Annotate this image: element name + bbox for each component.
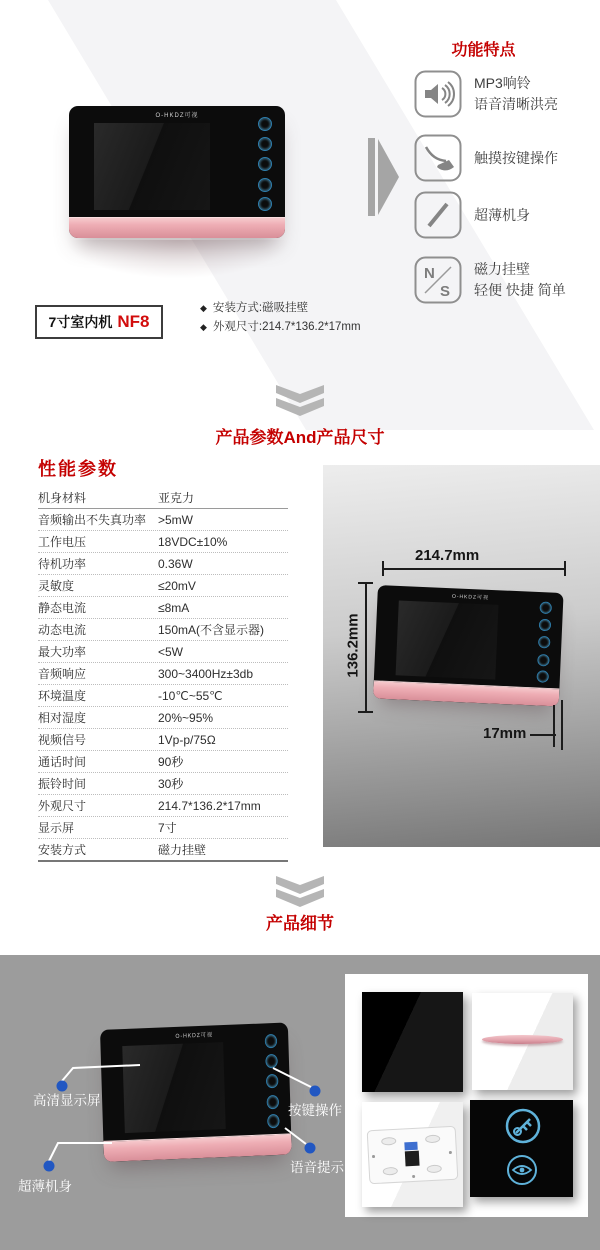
slim-body-icon <box>414 191 462 239</box>
touch-button-icon <box>539 602 552 615</box>
connector-slot <box>405 1151 420 1167</box>
callout-dot-icon <box>310 1086 321 1097</box>
touch-icons-closeup <box>470 1100 573 1197</box>
table-row: 最大功率 <5W <box>38 641 288 663</box>
device-reflection <box>62 240 294 280</box>
callout-voice-prompt: 语音提示 <box>290 1160 344 1175</box>
screw-dot <box>449 1151 452 1154</box>
screw-dot <box>372 1155 375 1158</box>
product-name: 7寸室内机 <box>48 314 113 330</box>
table-row: 显示屏 7寸 <box>38 817 288 839</box>
spec-table <box>38 487 288 862</box>
table-row: 音频响应 300~3400Hz±3db <box>38 663 288 685</box>
dim-height-label: 136.2mm <box>344 613 362 678</box>
feature-text: 超薄机身 <box>474 206 530 223</box>
dim-tick <box>561 700 563 750</box>
touch-button-icon <box>539 619 552 632</box>
detail-photo-side-profile <box>472 993 573 1090</box>
back-panel-shape <box>367 1126 459 1185</box>
table-row: 相对湿度 20%~95% <box>38 707 288 729</box>
callout-line <box>62 1065 140 1081</box>
feature-slim-body <box>414 191 530 239</box>
feature-text: MP3响铃 语音清晰洪亮 <box>474 75 558 112</box>
dim-line-width <box>383 568 565 570</box>
mount-hole <box>427 1164 442 1173</box>
diamond-icon: ◆ <box>200 322 207 332</box>
dim-tick <box>564 561 566 576</box>
screw-dot <box>412 1175 415 1178</box>
callout-line <box>49 1143 112 1161</box>
touch-button-intercom-icon <box>258 117 272 131</box>
chevron-down-icon <box>276 385 324 417</box>
table-row: 机身材料 亚克力 <box>38 487 288 509</box>
dim-tick <box>358 711 373 713</box>
product-name-box <box>35 305 163 339</box>
callout-key-operation: 按键操作 <box>288 1103 342 1118</box>
brand-logo: O-HKDZ可视 <box>451 594 490 602</box>
svg-text:S: S <box>440 283 451 300</box>
touch-button-talk-icon <box>258 178 272 192</box>
touch-button-monitor-icon <box>258 157 272 171</box>
touch-button-unlock-icon <box>258 137 272 151</box>
mount-hole <box>425 1135 440 1144</box>
svg-text:N: N <box>424 265 435 282</box>
feature-touch-keys <box>414 134 558 182</box>
features-title: 功能特点 <box>451 42 516 59</box>
brand-logo: O-HKDZ可视 <box>155 113 199 119</box>
device-screen <box>396 601 499 680</box>
table-row: 视频信号 1Vp-p/75Ω <box>38 729 288 751</box>
feature-mp3-ring <box>414 70 558 118</box>
table-row: 环境温度 -10℃~55℃ <box>38 685 288 707</box>
mount-hole <box>381 1137 396 1146</box>
table-row: 安装方式 磁力挂壁 <box>38 839 288 862</box>
table-row: 振铃时间 30秒 <box>38 773 288 795</box>
touch-icon <box>414 134 462 182</box>
dimension-device-photo <box>373 585 564 707</box>
feature-text: 触摸按键操作 <box>474 149 558 166</box>
callout-dot-icon <box>44 1161 55 1172</box>
dim-tick <box>358 582 373 584</box>
mount-hole <box>383 1167 398 1176</box>
details-section-title: 产品细节 <box>266 914 334 933</box>
touch-button-settings-icon <box>258 197 272 211</box>
bullet-size-text: 外观尺寸:214.7*136.2*17mm <box>212 321 361 333</box>
dim-tick <box>553 705 555 747</box>
device-pink-band <box>373 680 559 706</box>
dimension-panel <box>323 465 600 847</box>
dim-width-label: 214.7mm <box>415 547 480 564</box>
callout-dot-icon <box>305 1143 316 1154</box>
table-row: 静态电流 ≤8mA <box>38 597 288 619</box>
brand-logo: O-HKDZ可视 <box>175 1032 213 1040</box>
hero-device-photo <box>69 106 285 238</box>
detail-photo-screen-closeup <box>362 992 463 1092</box>
dim-line-height <box>365 583 367 711</box>
detail-photo-back-panel <box>362 1102 463 1207</box>
touch-button-icon <box>537 654 550 667</box>
device-body <box>69 106 285 238</box>
bullet-install <box>200 299 361 318</box>
callout-line <box>273 1068 311 1087</box>
device-pink-band <box>69 217 285 238</box>
callout-line <box>285 1128 306 1144</box>
arrow-bar <box>368 138 375 216</box>
callout-hd-screen: 高清显示屏 <box>33 1093 101 1108</box>
dim-depth-label: 17mm <box>483 725 527 742</box>
dim-tick <box>382 561 384 576</box>
table-row: 工作电压 18VDC±10% <box>38 531 288 553</box>
feature-text: 磁力挂壁 轻便 快捷 简单 <box>474 261 566 298</box>
arrow-right-icon <box>378 139 399 215</box>
touch-button-icon <box>536 670 549 683</box>
detail-photo-grid <box>345 974 588 1217</box>
table-row: 外观尺寸 214.7*136.2*17mm <box>38 795 288 817</box>
chevron-down-icon <box>276 876 324 908</box>
device-screen <box>94 123 210 210</box>
detail-photo-touch-icons <box>470 1100 573 1197</box>
table-row: 灵敏度 ≤20mV <box>38 575 288 597</box>
device-body <box>373 585 564 707</box>
bullet-install-text: 安装方式:磁吸挂壁 <box>212 302 309 314</box>
callout-slim-body: 超薄机身 <box>18 1179 72 1194</box>
table-row: 通话时间 90秒 <box>38 751 288 773</box>
bullet-size <box>200 318 361 337</box>
diamond-icon: ◆ <box>200 303 207 313</box>
hero-bullets <box>200 299 361 337</box>
speaker-icon <box>414 70 462 118</box>
product-model: NF8 <box>117 312 150 331</box>
connector-chip <box>404 1142 417 1151</box>
table-row: 音频输出不失真功率 >5mW <box>38 509 288 531</box>
slim-profile-shape <box>482 1035 563 1044</box>
table-row: 动态电流 150mA(不含显示器) <box>38 619 288 641</box>
touch-button-icon <box>538 636 551 649</box>
params-section-title: 产品参数And产品尺寸 <box>215 428 385 447</box>
table-row: 待机功率 0.36W <box>38 553 288 575</box>
spec-table-title: 性能参数 <box>38 459 118 479</box>
feature-magnet-mount <box>414 256 566 304</box>
magnet-ns-icon <box>414 256 462 304</box>
